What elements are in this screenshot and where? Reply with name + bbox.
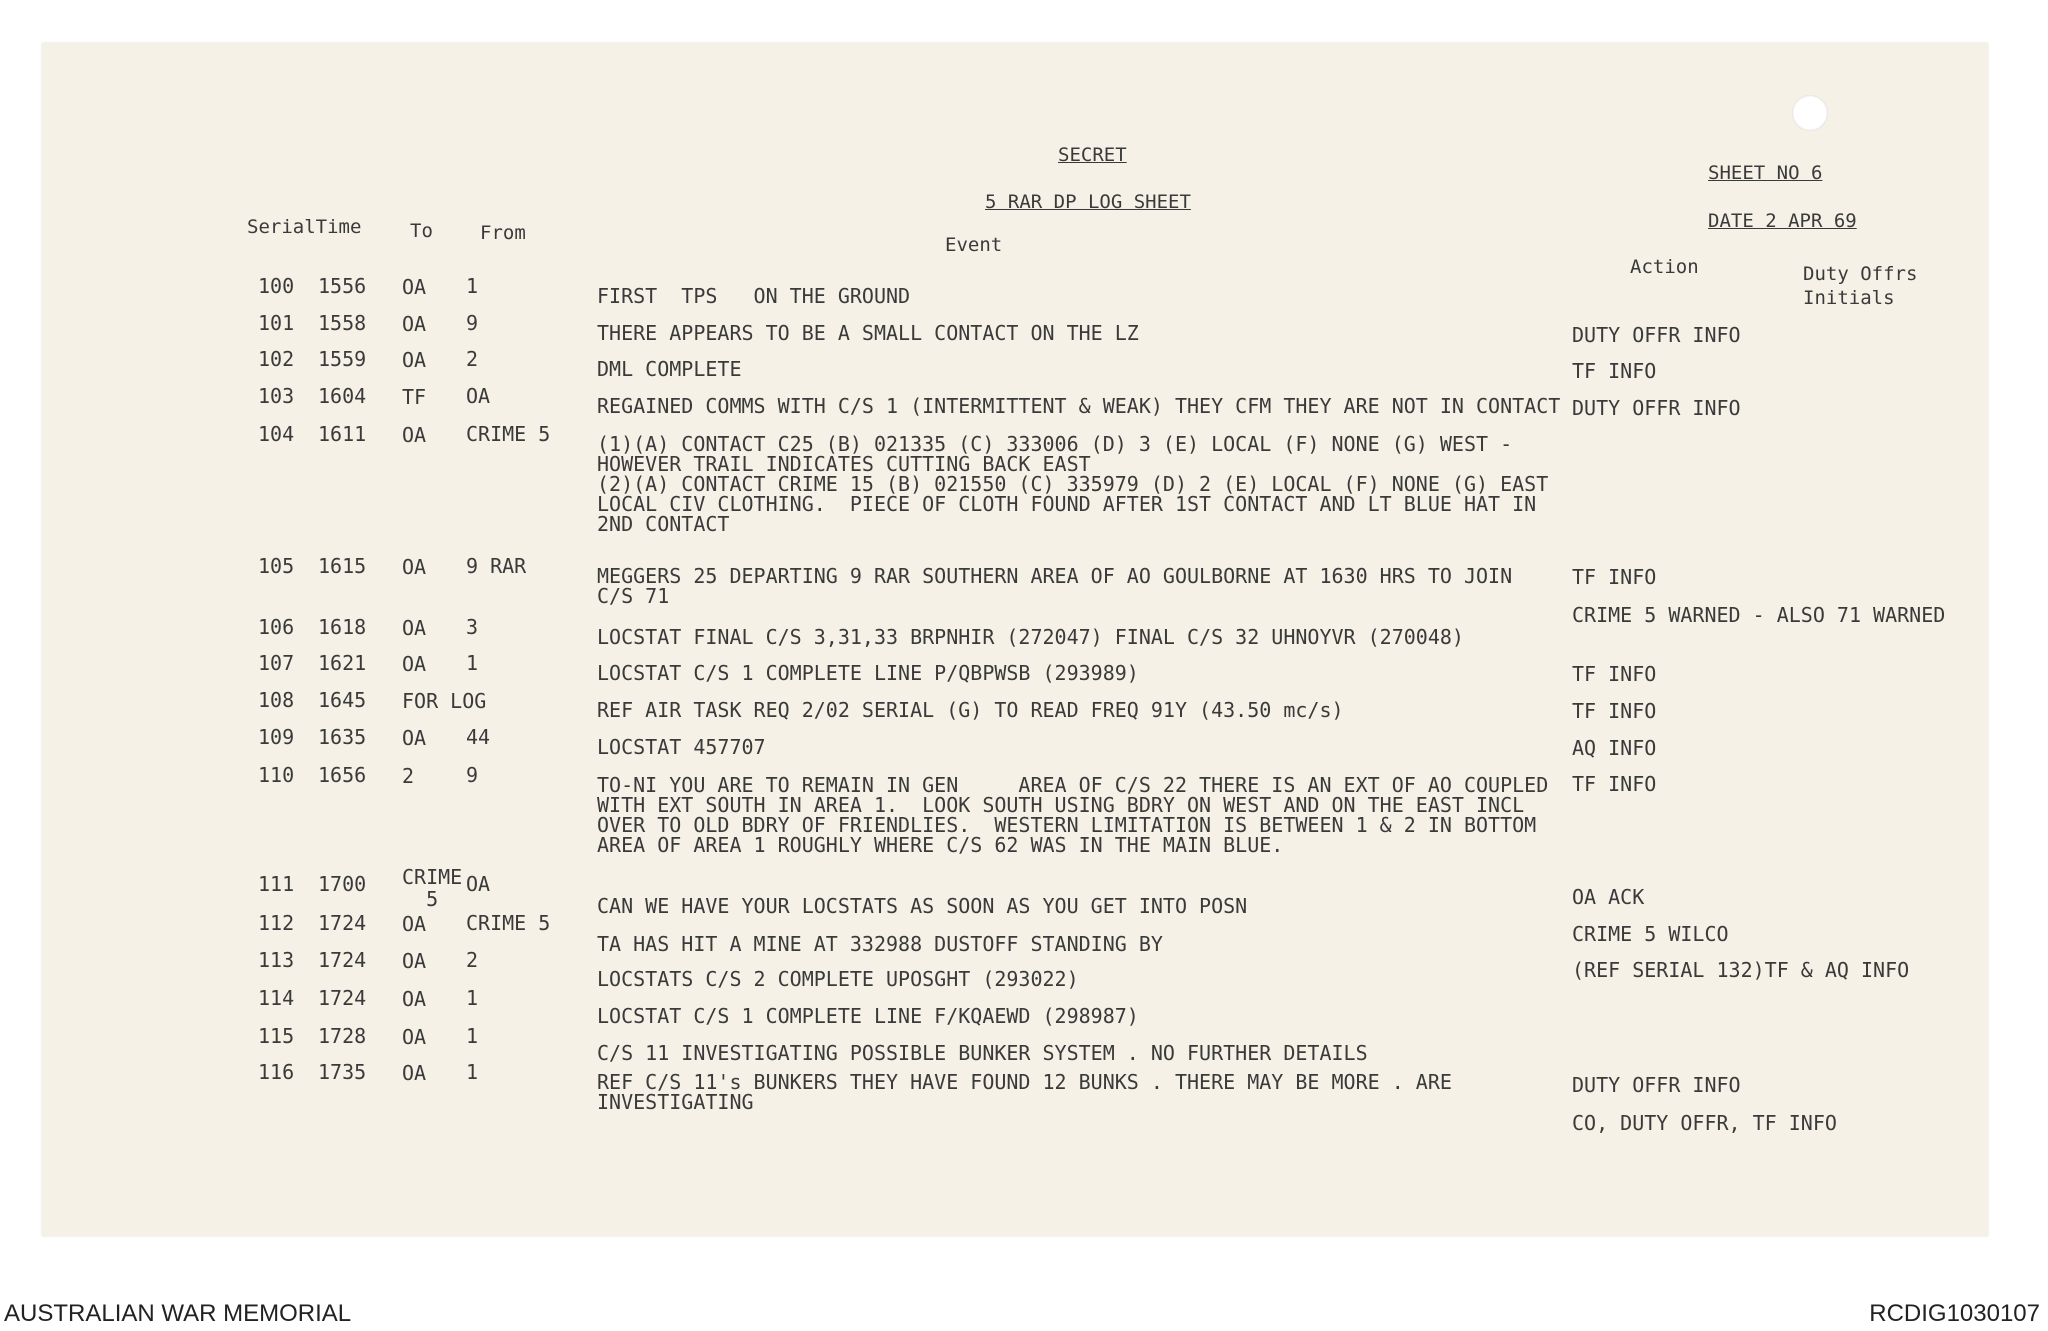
sheet-number: SHEET NO 6 (1708, 162, 1823, 184)
col-header-event: Event (945, 234, 1003, 256)
row-time: 1604 (318, 384, 367, 408)
row-event: REGAINED COMMS WITH C/S 1 (INTERMITTENT & WEAK) THEY CFM THEY ARE NOT IN CONTACT (597, 394, 1561, 418)
row-serial: 107 (258, 651, 295, 675)
row-event: LOCSTAT C/S 1 COMPLETE LINE F/KQAEWD (298987) (597, 1004, 1139, 1028)
row-serial: 100 (258, 274, 295, 298)
col-header-duty-initials: Duty Offrs Initials (1803, 263, 1918, 309)
row-to: OA (402, 652, 427, 676)
row-action: TF INFO CRIME 5 WARNED - ALSO 71 WARNED (1572, 565, 1946, 627)
row-serial: 108 (258, 688, 295, 712)
sheet-title: 5 RAR DP LOG SHEET (985, 191, 1191, 213)
row-time: 1728 (318, 1024, 367, 1048)
row-serial: 114 (258, 986, 295, 1010)
row-time: 1700 (318, 872, 367, 896)
row-to: OA (402, 726, 427, 750)
row-time: 1615 (318, 554, 367, 578)
row-from: 1 (466, 1024, 479, 1048)
row-serial: 104 (258, 422, 295, 446)
col-header-action: Action (1630, 256, 1699, 278)
row-from: 2 (466, 948, 479, 972)
row-time: 1556 (318, 274, 367, 298)
row-time: 1559 (318, 347, 367, 371)
row-action: TF INFO (1572, 359, 1657, 383)
row-time: 1635 (318, 725, 367, 749)
row-to: OA (402, 616, 427, 640)
row-from: 9 RAR (466, 554, 527, 578)
footer-institution: AUSTRALIAN WAR MEMORIAL (4, 1300, 352, 1327)
row-to: OA (402, 423, 427, 447)
row-to: OA (402, 312, 427, 336)
row-to: OA (402, 912, 427, 936)
row-serial: 102 (258, 347, 295, 371)
row-serial: 101 (258, 311, 295, 335)
row-event: C/S 11 INVESTIGATING POSSIBLE BUNKER SYSTEM . NO FURTHER DETAILS (597, 1041, 1368, 1065)
row-event: LOCSTAT C/S 1 COMPLETE LINE P/QBPWSB (293989) (597, 661, 1139, 685)
row-event: MEGGERS 25 DEPARTING 9 RAR SOUTHERN AREA OF AO GOULBORNE AT 1630 HRS TO JOIN C/S 71 (597, 564, 1513, 608)
row-time: 1724 (318, 948, 367, 972)
row-time: 1645 (318, 688, 367, 712)
col-header-to: To (410, 220, 433, 242)
row-event: CAN WE HAVE YOUR LOCSTATS AS SOON AS YOU GET INTO POSN (597, 894, 1248, 918)
row-event: FIRST TPS ON THE GROUND (597, 284, 911, 308)
row-action: DUTY OFFR INFO CO, DUTY OFFR, TF INFO (1572, 1073, 1837, 1135)
row-action: TF INFO (1572, 662, 1657, 686)
row-event: LOCSTAT FINAL C/S 3,31,33 BRPNHIR (272047) FINAL C/S 32 UHNOYVR (270048) (597, 625, 1464, 649)
punch-hole (1792, 95, 1828, 131)
row-action: DUTY OFFR INFO (1572, 323, 1741, 347)
row-time: 1611 (318, 422, 367, 446)
row-action: TF INFO (1572, 699, 1657, 723)
row-from: CRIME 5 (466, 422, 551, 446)
row-event: THERE APPEARS TO BE A SMALL CONTACT ON THE LZ (597, 321, 1139, 345)
row-serial: 109 (258, 725, 295, 749)
row-to: TF (402, 385, 427, 409)
row-event: (1)(A) CONTACT C25 (B) 021335 (C) 333006 (D) 3 (E) LOCAL (F) NONE (G) WEST - HOWEVER TRAIL INDICATES CUTTING BACK EAST (2)(A) CONTACT CRIME 15 (B) 021550 (C) 335979 (D) 2 (E) LOCAL (F) NONE (G) EAST LOCAL CIV CLOTHING. PIECE OF CLOTH FOUND AFTER 1ST CONTACT AND LT BLUE HAT IN 2ND CONTACT (597, 432, 1549, 536)
row-time: 1724 (318, 911, 367, 935)
row-to: OA (402, 987, 427, 1011)
row-serial: 103 (258, 384, 295, 408)
row-event: TA HAS HIT A MINE AT 332988 DUSTOFF STANDING BY (597, 932, 1163, 956)
row-from: 1 (466, 1060, 479, 1084)
row-from: 3 (466, 615, 479, 639)
row-from: OA (466, 872, 491, 896)
classification-marking: SECRET (1058, 144, 1127, 166)
row-event: REF C/S 11's BUNKERS THEY HAVE FOUND 12 BUNKS . THERE MAY BE MORE . ARE INVESTIGATING (597, 1070, 1452, 1114)
row-time: 1735 (318, 1060, 367, 1084)
row-event: DML COMPLETE (597, 357, 742, 381)
row-from: CRIME 5 (466, 911, 551, 935)
row-to: FOR LOG (402, 689, 487, 713)
row-time: 1618 (318, 615, 367, 639)
row-serial: 112 (258, 911, 295, 935)
row-event: LOCSTAT 457707 (597, 735, 766, 759)
row-time: 1621 (318, 651, 367, 675)
row-from: 9 (466, 763, 479, 787)
row-to: OA (402, 949, 427, 973)
row-action: AQ INFO (1572, 736, 1657, 760)
row-to: OA (402, 555, 427, 579)
row-from: 1 (466, 274, 479, 298)
row-serial: 106 (258, 615, 295, 639)
row-action: CRIME 5 WILCO (1572, 922, 1729, 946)
row-action: OA ACK (1572, 885, 1645, 909)
sheet-date: DATE 2 APR 69 (1708, 210, 1857, 232)
col-header-from: From (480, 222, 526, 244)
row-to: OA (402, 348, 427, 372)
row-from: 1 (466, 986, 479, 1010)
row-serial: 116 (258, 1060, 295, 1084)
row-to: OA (402, 1061, 427, 1085)
row-action: DUTY OFFR INFO (1572, 396, 1741, 420)
row-action: TF INFO (1572, 772, 1657, 796)
row-action: (REF SERIAL 132)TF & AQ INFO (1572, 958, 1910, 982)
row-to: 2 (402, 764, 415, 788)
row-serial: 110 (258, 763, 295, 787)
col-header-serial-time: SerialTime (247, 216, 362, 238)
row-from: 44 (466, 725, 491, 749)
row-event: TO-NI YOU ARE TO REMAIN IN GEN AREA OF C/S 22 THERE IS AN EXT OF AO COUPLED WITH EXT SOUTH IN AREA 1. LOOK SOUTH USING BDRY ON WEST AND ON THE EAST INCL OVER TO OLD BDRY OF FRIENDLIES. WESTERN LIMITATION IS BETWEEN 1 & 2 IN BOTTOM AREA OF AREA 1 ROUGHLY WHERE C/S 62 WAS IN THE MAIN BLUE. (597, 773, 1549, 857)
row-to: OA (402, 275, 427, 299)
row-from: OA (466, 384, 491, 408)
row-serial: 115 (258, 1024, 295, 1048)
row-from: 2 (466, 347, 479, 371)
row-to: OA (402, 1025, 427, 1049)
row-time: 1558 (318, 311, 367, 335)
row-time: 1724 (318, 986, 367, 1010)
row-time: 1656 (318, 763, 367, 787)
row-serial: 111 (258, 872, 295, 896)
row-event: REF AIR TASK REQ 2/02 SERIAL (G) TO READ FREQ 91Y (43.50 mc/s) (597, 698, 1344, 722)
row-to: CRIME 5 (402, 865, 463, 911)
row-event: LOCSTATS C/S 2 COMPLETE UPOSGHT (293022) (597, 967, 1079, 991)
row-serial: 105 (258, 554, 295, 578)
footer-record-id: RCDIG1030107 (1869, 1300, 2040, 1327)
row-from: 9 (466, 311, 479, 335)
row-serial: 113 (258, 948, 295, 972)
row-from: 1 (466, 651, 479, 675)
